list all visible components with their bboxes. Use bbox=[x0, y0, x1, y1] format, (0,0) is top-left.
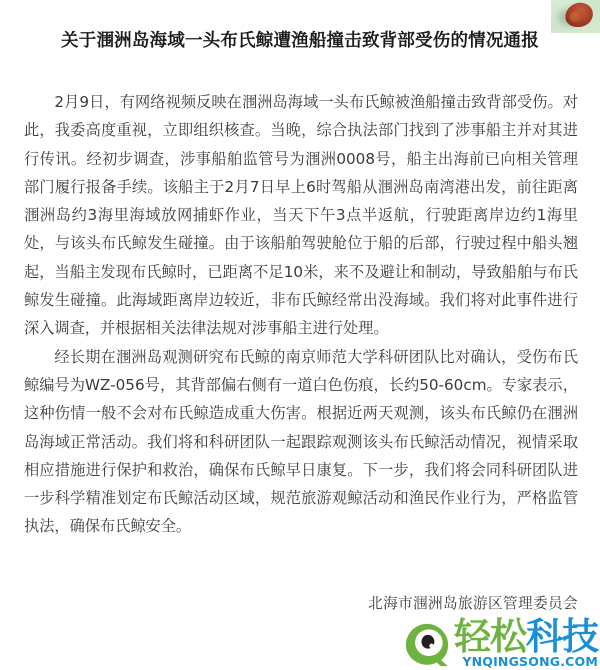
watermark-brand-green: 轻松 bbox=[454, 615, 526, 659]
watermark-brand bbox=[454, 615, 598, 659]
watermark-url: YNQINGSONG.COM bbox=[462, 653, 598, 669]
thumbnail-subject bbox=[562, 0, 596, 31]
page-title: 关于涠洲岛海域一头布氏鲸遭渔船撞击致背部受伤的情况通报 bbox=[61, 31, 539, 51]
body-paragraph: 经长期在涠洲岛观测研究布氏鲸的南京师范大学科研团队比对确认，受伤布氏鲸编号为WZ-056号，其背部偏右侧有一道白色伤痕，长约50-60cm。专家表示，这种伤情一般不会对布氏鲸造成重大伤害。根据近两天观测，该头布氏鲸仍在涠洲岛海域正常活动。我们将和科研团队一起跟踪观测该头布氏鲸活动情况，视情采取相应措施进行保护和救治，确保布氏鲸早日康复。下一步，我们将会同科研团队进一步科学精准划定布氏鲸活动区域，规范旅游观鲸活动和渔民作业行为，严格监管执法，确保布氏鲸安全。 bbox=[24, 347, 578, 536]
eye-logo-icon bbox=[404, 622, 450, 668]
body-paragraph: 2月9日，有网络视频反映在涠洲岛海域一头布氏鲸被渔船撞击致背部受伤。对此，我委高度重视，立即组织核查。当晚，综合执法部门找到了涉事船主并对其进行传讯。经初步调查，涉事船舶监管号为涠洲0008号，船主出海前已向相关管理部门履行报备手续。该船主于2月7日早上6时驾船从涠洲岛南湾港出发，前往距离涠洲岛约3海里海域放网捕虾作业，当天下午3点半返航，行驶距离岸边约1海里处，与该头布氏鲸发生碰撞。由于该船舶驾驶舱位于船的后部，行驶过程中船头翘起，当船主发现布氏鲸时，已距离不足10米，来不及避让和制动，导致船舶与布氏鲸发生碰撞。此海域距离岸边较近，非布氏鲸经常出没海域。我们将对此事件进行深入调查，并根据相关法律法规对涉事船主进行处理。 bbox=[24, 93, 578, 338]
watermark-text bbox=[454, 615, 598, 669]
watermark-brand-blue: 科技 bbox=[526, 615, 598, 659]
whale-photo-thumbnail[interactable] bbox=[551, 0, 600, 33]
issuing-authority: 北海市涠洲岛旅游区管理委员会 bbox=[368, 595, 578, 612]
document-body bbox=[24, 88, 578, 541]
watermark bbox=[404, 615, 598, 669]
